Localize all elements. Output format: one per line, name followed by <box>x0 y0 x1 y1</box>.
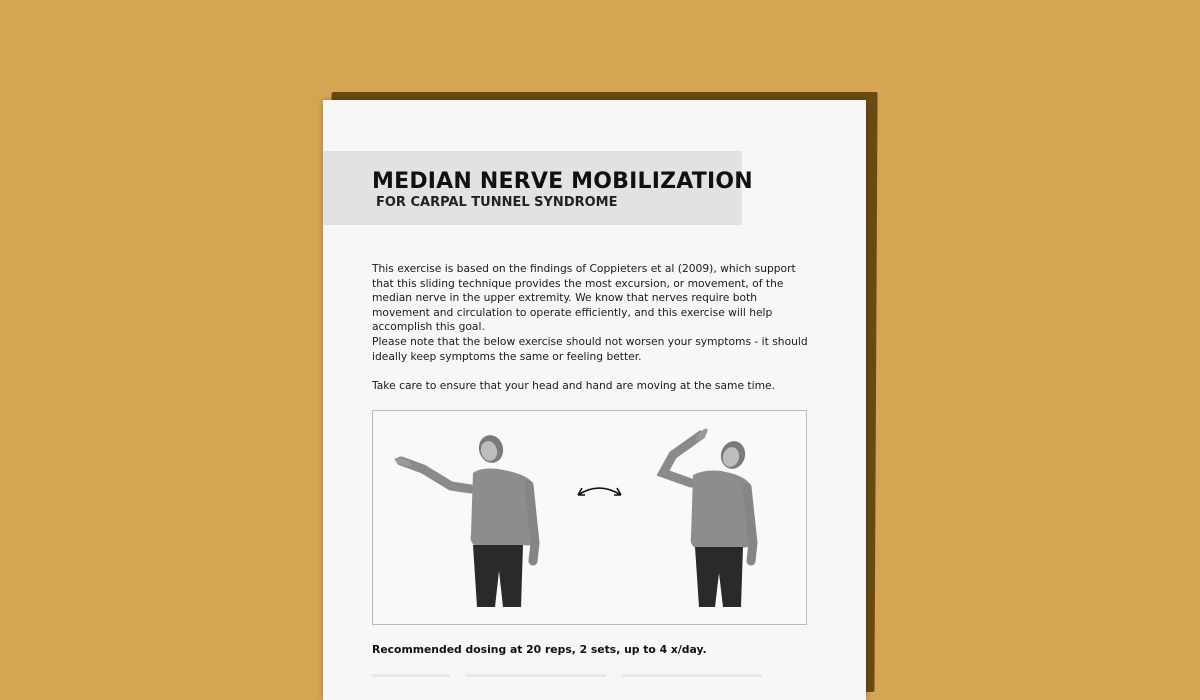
alternate-arrow <box>578 488 621 495</box>
figure-end-position <box>663 427 755 607</box>
exercise-figures-svg <box>373 411 806 624</box>
symptoms-note-paragraph: Please note that the below exercise should not worsen your symptoms - it should ideally keep symptoms the same or feeling better. <box>372 335 808 363</box>
technique-tip-paragraph: Take care to ensure that your head and hand are moving at the same time. <box>372 379 775 392</box>
dosing-recommendation: Recommended dosing at 20 reps, 2 sets, up to 4 x/day. <box>372 643 707 656</box>
left-figure-arm <box>401 461 471 489</box>
faded-text-line <box>372 674 762 677</box>
figure-start-position <box>394 432 539 607</box>
exercise-illustration <box>372 410 807 625</box>
intro-paragraph: This exercise is based on the findings of Coppieters et al (2009), which support that this sliding technique provides the most excursion, or movement, of the median nerve in the upper extremity. We know that nerves require both movement and circulation to operate efficiently, and this exercise will help accomplish this goal. <box>372 262 796 334</box>
page-title: MEDIAN NERVE MOBILIZATION <box>372 169 753 194</box>
left-figure-pants <box>473 545 523 607</box>
handout-page <box>323 100 866 700</box>
arrow-curve <box>578 488 621 495</box>
page-subtitle: FOR CARPAL TUNNEL SYNDROME <box>376 195 618 210</box>
title-band <box>323 151 753 225</box>
left-figure-arm-down <box>529 485 535 561</box>
right-figure-pants <box>695 547 743 607</box>
right-figure-arm-down <box>747 487 753 561</box>
